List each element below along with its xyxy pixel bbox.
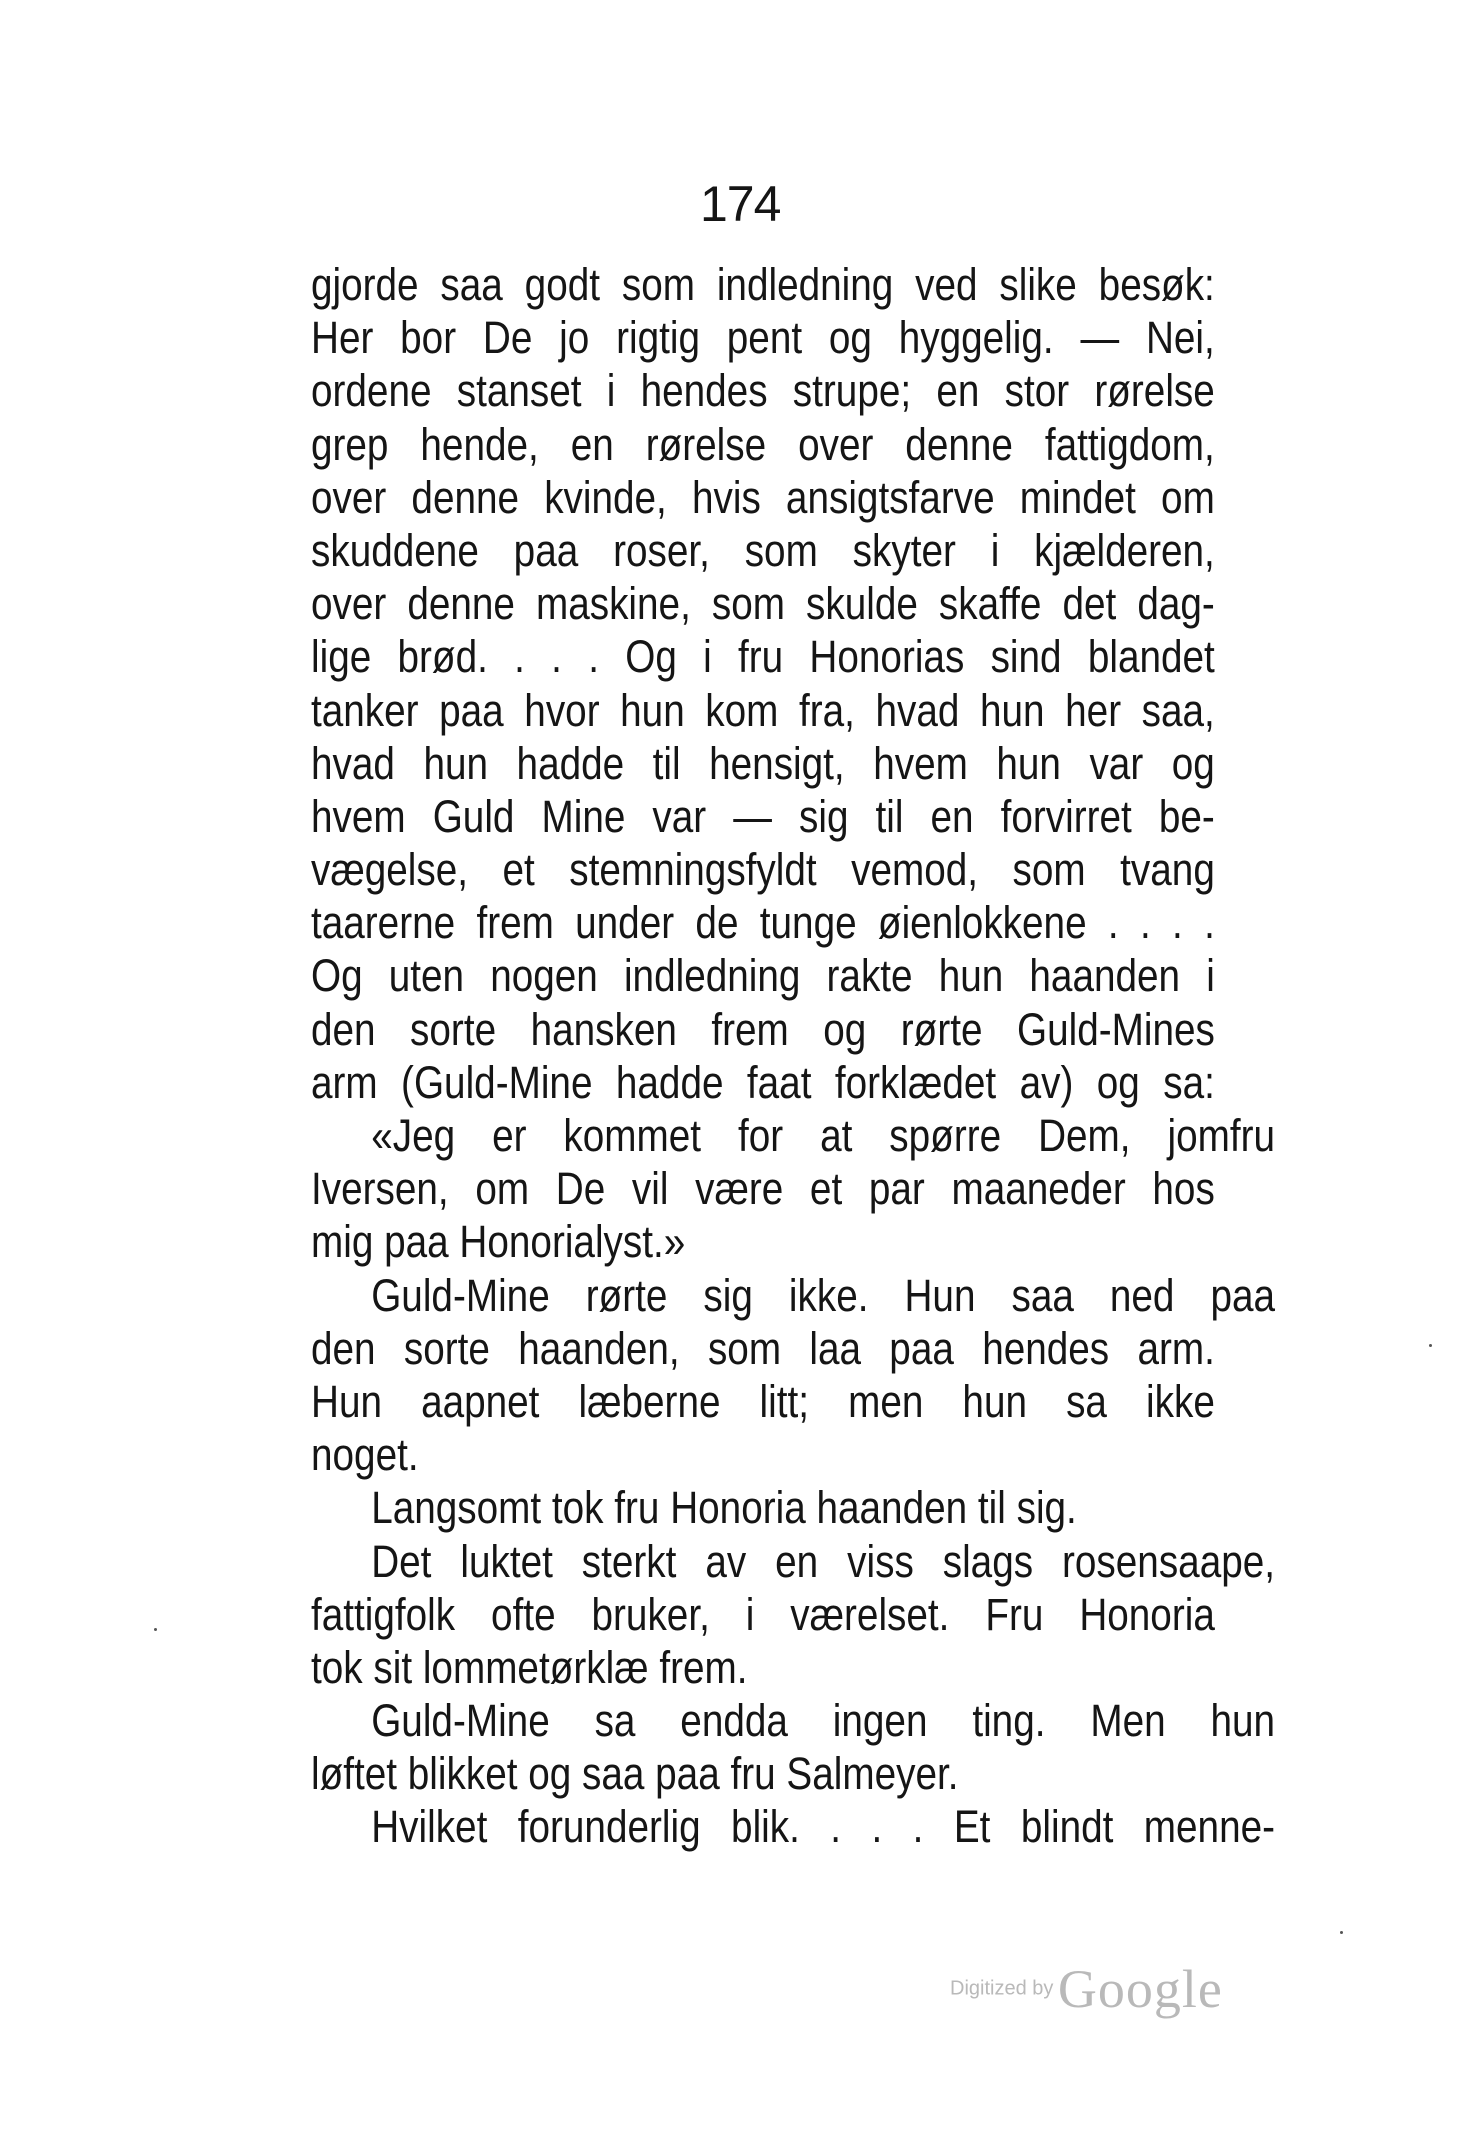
text-line: Hun aapnet læberne litt; men hun sa ikke [311, 1375, 1215, 1427]
text-line: fattigfolk ofte bruker, i værelset. Fru Honoria [311, 1588, 1215, 1640]
text-line: taarerne frem under de tunge øienlokkene . . . . [311, 897, 1215, 949]
digitized-by-google-watermark [950, 1958, 1223, 2020]
speck-mark [1340, 1931, 1343, 1934]
text-line: hvem Guld Mine var — sig til en forvirret be- [311, 790, 1215, 842]
text-line: arm (Guld-Mine hadde faat forklædet av) og sa: [311, 1056, 1215, 1108]
text-line: Hvilket forunderlig blik. . . . Et blindt menne- [371, 1801, 1276, 1853]
text-line: «Jeg er kommet for at spørre Dem, jomfru [371, 1110, 1275, 1161]
watermark-google-logo: Google [1057, 1959, 1223, 2019]
text-line: løftet blikket og saa paa fru Salmeyer. [311, 1748, 959, 1800]
speck-mark [1429, 1344, 1432, 1347]
text-line: Guld-Mine rørte sig ikke. Hun saa ned paa [371, 1269, 1276, 1321]
text-line: Det luktet sterkt av en viss slags rosensaape, [371, 1535, 1276, 1587]
text-line: tok sit lommetørklæ frem. [311, 1641, 748, 1693]
text-line: lige brød. . . . Og i fru Honorias sind blandet [311, 631, 1215, 683]
text-line: hvad hun hadde til hensigt, hvem hun var og [311, 737, 1215, 789]
text-line: ordene stanset i hendes strupe; en stor rørelse [311, 365, 1215, 417]
text-line: tanker paa hvor hun kom fra, hvad hun her saa, [311, 684, 1215, 736]
text-line: Guld-Mine sa endda ingen ting. Men hun [371, 1695, 1276, 1747]
speck-mark [154, 1628, 157, 1631]
text-line: skuddene paa roser, som skyter i kjælderen, [311, 524, 1215, 576]
text-line: over denne kvinde, hvis ansigtsfarve mindet om [311, 471, 1215, 523]
text-line: noget. [311, 1429, 419, 1481]
text-line: mig paa Honorialyst.» [311, 1216, 686, 1268]
text-line: grep hende, en rørelse over denne fattigdom, [311, 418, 1215, 470]
text-line: Iversen, om De vil være et par maaneder hos [311, 1163, 1215, 1215]
text-line: gjorde saa godt som indledning ved slike besøk: [311, 259, 1215, 310]
text-line: den sorte hansken frem og rørte Guld-Mines [311, 1003, 1215, 1055]
text-line: over denne maskine, som skulde skaffe det dag- [311, 578, 1215, 630]
text-line: Og uten nogen indledning rakte hun haanden i [311, 950, 1215, 1002]
body-text [311, 258, 1276, 1854]
text-line: den sorte haanden, som laa paa hendes arm. [311, 1322, 1215, 1374]
text-line: vægelse, et stemningsfyldt vemod, som tvang [311, 844, 1215, 896]
page-number: 174 [700, 176, 781, 232]
text-line: Her bor De jo rigtig pent og hyggelig. — Nei, [311, 312, 1215, 364]
watermark-digitized-label: Digitized by [950, 1977, 1054, 2000]
text-line: Langsomt tok fru Honoria haanden til sig. [371, 1482, 1077, 1534]
